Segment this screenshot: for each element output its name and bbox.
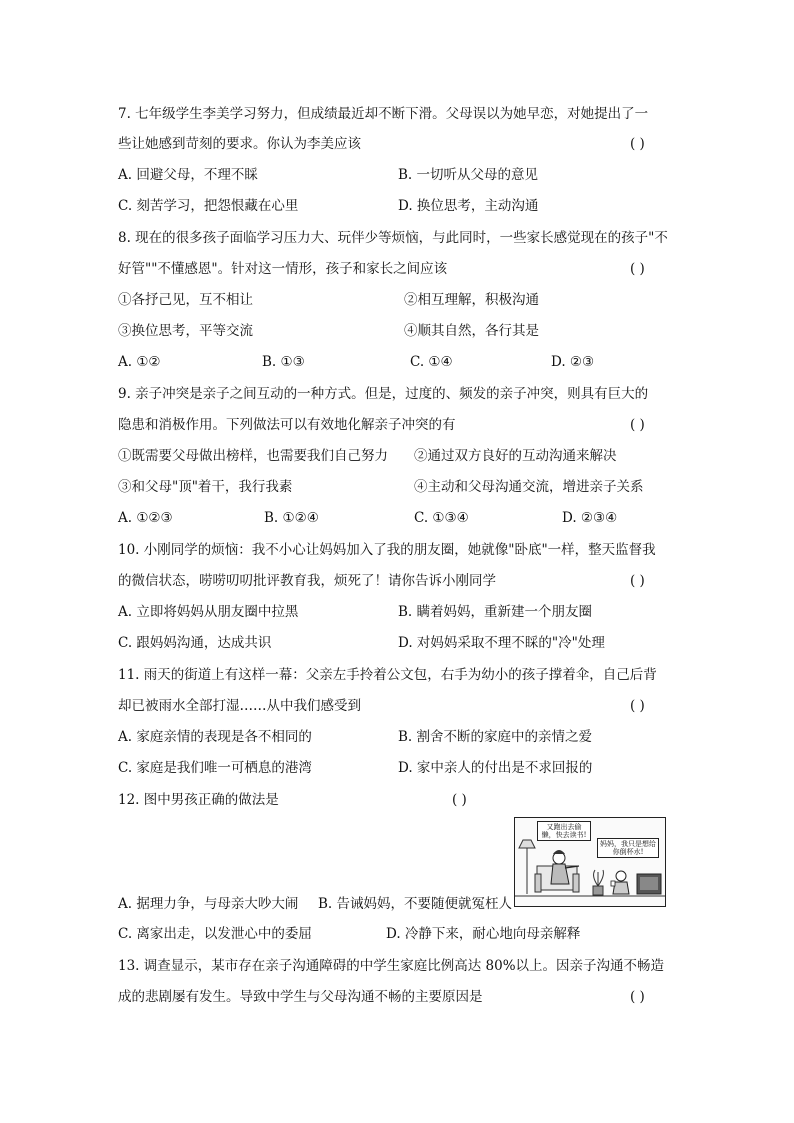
q9-stem-line2: 隐患和消极作用。下列做法可以有效地化解亲子冲突的有 — [118, 417, 456, 433]
q9-option-c: C. ①③④ — [414, 510, 469, 526]
q12-stem-line1: 12. 图中男孩正确的做法是 — [118, 792, 279, 808]
q9-answer-paren: ( ) — [630, 417, 645, 433]
q8-statement-4: ④顺其自然，各行其是 — [404, 323, 539, 339]
q11-option-d: D. 家中亲人的付出是不求回报的 — [398, 760, 593, 776]
q9-option-d: D. ②③④ — [562, 510, 618, 526]
q11-option-a: A. 家庭亲情的表现是各不相同的 — [118, 729, 312, 745]
q9-statement-3: ③和父母"顶"着干，我行我素 — [118, 479, 293, 495]
q11-stem-line1: 11. 雨天的街道上有这样一幕：父亲左手拎着公文包，右手为幼小的孩子撑着伞，自己后背 — [118, 667, 657, 683]
q9-statement-2: ②通过双方良好的互动沟通来解决 — [414, 448, 617, 464]
q11-answer-paren: ( ) — [630, 698, 645, 714]
q12-option-a: A. 据理力争，与母亲大吵大闹 — [118, 896, 299, 912]
q10-option-b: B. 瞒着妈妈，重新建一个朋友圈 — [398, 604, 593, 620]
q9-statement-4: ④主动和父母沟通交流，增进亲子关系 — [414, 479, 644, 495]
q9-option-a: A. ①②③ — [118, 510, 173, 526]
q13-stem-line1: 13. 调查显示，某市存在亲子沟通障碍的中学生家庭比例高达 80%以上。因亲子沟通不畅造 — [118, 958, 665, 974]
q7-answer-paren: ( ) — [630, 136, 645, 152]
q8-option-b: B. ①③ — [262, 354, 305, 370]
q8-answer-paren: ( ) — [630, 261, 645, 277]
q10-answer-paren: ( ) — [630, 573, 645, 589]
q7-option-b: B. 一切听从父母的意见 — [398, 167, 539, 183]
q10-stem-line2: 的微信状态，唠唠叨叨批评教育我，烦死了！请你告诉小刚同学 — [118, 573, 496, 589]
q7-option-a: A. 回避父母，不理不睬 — [118, 167, 258, 183]
q10-option-d: D. 对妈妈采取不理不睬的"冷"处理 — [398, 635, 605, 651]
q11-option-b: B. 割舍不断的家庭中的亲情之爱 — [398, 729, 593, 745]
q8-statement-3: ③换位思考，平等交流 — [118, 323, 253, 339]
q12-cartoon — [514, 817, 666, 907]
q8-option-c: C. ①④ — [410, 354, 453, 370]
q10-option-a: A. 立即将妈妈从朋友圈中拉黑 — [118, 604, 299, 620]
q11-stem-line2: 却已被雨水全部打湿……从中我们感受到 — [118, 698, 361, 714]
q12-option-c: C. 离家出走，以发泄心中的委屈 — [118, 926, 312, 942]
q7-option-d: D. 换位思考，主动沟通 — [398, 198, 539, 214]
q7-stem-line1: 7. 七年级学生李美学习努力，但成绩最近却不断下滑。父母误以为她早恋，对她提出了一 — [118, 106, 649, 122]
q10-stem-line1: 10. 小刚同学的烦恼：我不小心让妈妈加入了我的朋友圈，她就像"卧底"一样，整天监督我 — [118, 542, 656, 558]
q11-option-c: C. 家庭是我们唯一可栖息的港湾 — [118, 760, 312, 776]
q8-option-d: D. ②③ — [551, 354, 595, 370]
q12-answer-paren: ( ) — [452, 792, 467, 808]
q8-stem-line1: 8. 现在的很多孩子面临学习压力大、玩伴少等烦恼，与此同时，一些家长感觉现在的孩子"不 — [118, 230, 668, 246]
q7-stem-line2: 些让她感到苛刻的要求。你认为李美应该 — [118, 136, 361, 152]
q9-option-b: B. ①②④ — [264, 510, 319, 526]
q8-statement-1: ①各抒己见，互不相让 — [118, 292, 253, 308]
q7-option-c: C. 刻苦学习，把怨恨藏在心里 — [118, 198, 299, 214]
q12-option-b: B. 告诫妈妈，不要随便就冤枉人 — [318, 896, 513, 912]
boy-speech-bubble: 妈妈，我只是想给你倒杯水! — [597, 838, 659, 858]
q9-stem-line1: 9. 亲子冲突是亲子之间互动的一种方式。但是，过度的、频发的亲子冲突，则具有巨大的 — [118, 386, 649, 402]
q9-statement-1: ①既需要父母做出榜样，也需要我们自己努力 — [118, 448, 388, 464]
q13-answer-paren: ( ) — [630, 989, 645, 1005]
mother-speech-bubble: 又跑出去偷懒，快去读书! — [537, 821, 591, 841]
q10-option-c: C. 跟妈妈沟通，达成共识 — [118, 635, 272, 651]
q13-stem-line2: 成的悲剧屡有发生。导致中学生与父母沟通不畅的主要原因是 — [118, 989, 483, 1005]
q8-option-a: A. ①② — [118, 354, 161, 370]
q8-stem-line2: 好管""不懂感恩"。针对这一情形，孩子和家长之间应该 — [118, 261, 448, 277]
q12-option-d: D. 冷静下来，耐心地向母亲解释 — [386, 926, 581, 942]
q8-statement-2: ②相互理解，积极沟通 — [404, 292, 539, 308]
